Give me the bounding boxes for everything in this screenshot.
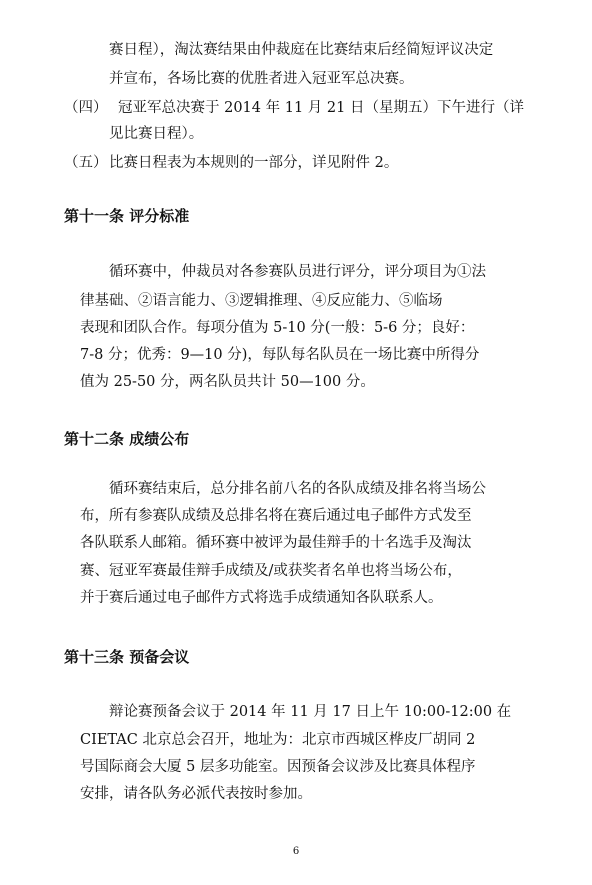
article-heading: 第十二条 成绩公布 <box>64 430 190 448</box>
paragraph-line: CIETAC 北京总会召开，地址为：北京市西城区桦皮厂胡同 2 <box>80 732 476 748</box>
item-line: 比赛日程表为本规则的一部分，详见附件 2。 <box>109 155 399 171</box>
paragraph-line: 表现和团队合作。每项分值为 5-10 分(一般：5-6 分；良好： <box>80 320 475 336</box>
paragraph-line: 7-8 分；优秀：9—10 分)，每队每名队员在一场比赛中所得分 <box>80 347 480 363</box>
item-marker: （五） <box>64 155 108 171</box>
paragraph-line: 各队联系人邮箱。循环赛中被评为最佳辩手的十名选手及淘汰 <box>80 535 472 551</box>
paragraph-line: 辩论赛预备会议于 2014 年 11 月 17 日上午 10:00-12:00 在 <box>109 704 512 720</box>
paragraph-line: 循环赛中，仲裁员对各参赛队员进行评分，评分项目为①法 <box>109 264 486 280</box>
paragraph-line: 安排，请各队务必派代表按时参加。 <box>80 786 312 802</box>
paragraph-line: 赛、冠亚军赛最佳辩手成绩及/或获奖者名单也将当场公布， <box>80 563 462 579</box>
item-marker: （四） <box>64 100 108 116</box>
item-line: 冠亚军总决赛于 2014 年 11 月 21 日（星期五）下午进行（详 <box>118 100 524 116</box>
paragraph-line: 并于赛后通过电子邮件方式将选手成绩通知各队联系人。 <box>80 590 443 606</box>
paragraph-line: 值为 25-50 分，两名队员共计 50—100 分。 <box>80 374 375 390</box>
paragraph-line: 律基础、②语言能力、③逻辑推理、④反应能力、⑤临场 <box>80 293 443 309</box>
intro-line: 并宣布，各场比赛的优胜者进入冠亚军总决赛。 <box>109 71 414 87</box>
paragraph-line: 布，所有参赛队成绩及总排名将在赛后通过电子邮件方式发至 <box>80 508 472 524</box>
paragraph-line: 号国际商会大厦 5 层多功能室。因预备会议涉及比赛具体程序 <box>80 759 476 775</box>
paragraph-line: 循环赛结束后，总分排名前八名的各队成绩及排名将当场公 <box>109 481 486 497</box>
article-heading: 第十一条 评分标准 <box>64 207 190 225</box>
intro-line: 赛日程），淘汰赛结果由仲裁庭在比赛结束后经简短评议决定 <box>109 42 494 58</box>
item-line: 见比赛日程）。 <box>109 126 204 142</box>
page-number: 6 <box>292 846 300 857</box>
article-heading: 第十三条 预备会议 <box>64 648 190 666</box>
